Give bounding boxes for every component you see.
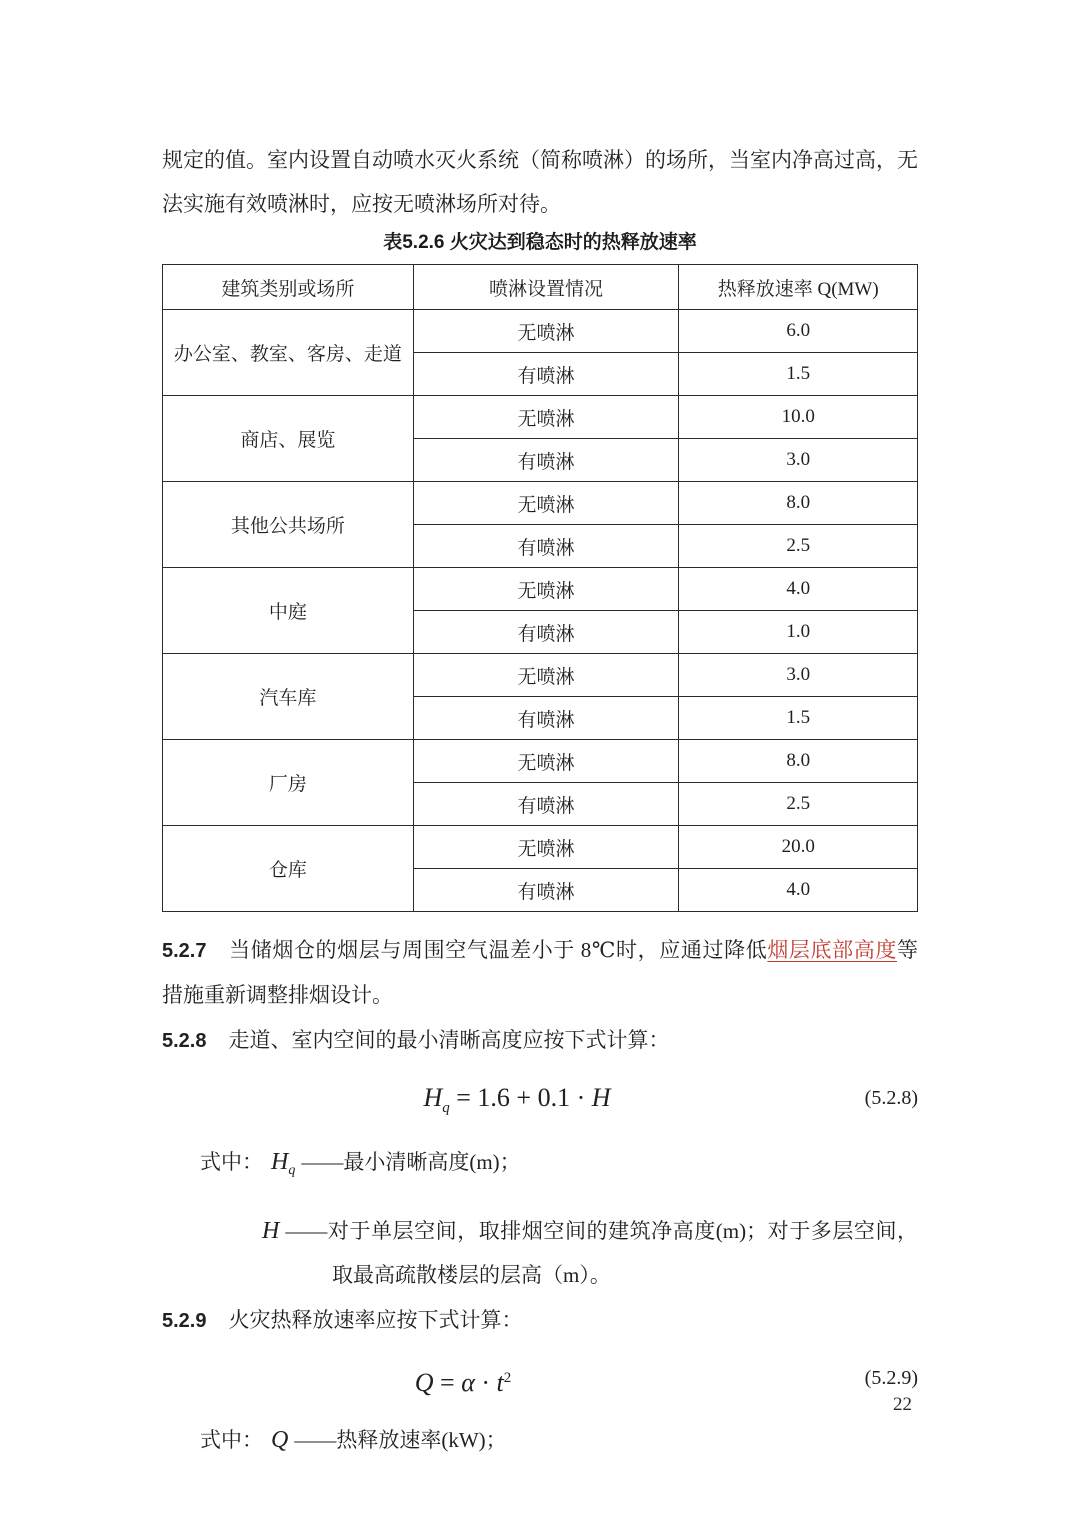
sprinkler-cell: 有喷淋 <box>413 611 679 654</box>
sprinkler-cell: 无喷淋 <box>413 482 679 525</box>
table-row <box>163 826 918 869</box>
value-cell: 3.0 <box>679 439 918 482</box>
formula-variable: α <box>461 1368 475 1397</box>
formula-5-2-8-row <box>162 1076 918 1120</box>
formula-variable: H <box>591 1083 611 1112</box>
category-cell: 汽车库 <box>163 654 414 740</box>
table-row <box>163 654 918 697</box>
sprinkler-cell: 有喷淋 <box>413 783 679 826</box>
definition-text: ——热释放速率(kW)； <box>294 1428 507 1452</box>
table-row <box>163 482 918 525</box>
value-cell: 2.5 <box>679 525 918 568</box>
intro-paragraph: 规定的值。室内设置自动喷水灭火系统（简称喷淋）的场所，当室内净高过高，无法实施有效喷淋时，应按无喷淋场所对待。 <box>162 148 918 216</box>
value-cell: 4.0 <box>679 568 918 611</box>
equation-label: (5.2.9) <box>864 1367 918 1389</box>
sprinkler-cell: 无喷淋 <box>413 310 679 353</box>
definition-hq <box>162 1140 918 1193</box>
table-header-row <box>163 265 918 310</box>
sprinkler-cell: 无喷淋 <box>413 740 679 783</box>
document-content <box>162 138 918 1462</box>
header-sprinkler-setting: 喷淋设置情况 <box>413 265 679 310</box>
table-5-2-6 <box>162 264 918 912</box>
sprinkler-cell: 有喷淋 <box>413 525 679 568</box>
sprinkler-cell: 有喷淋 <box>413 697 679 740</box>
definition-q <box>162 1418 918 1462</box>
formula-exponent: 2 <box>503 1370 512 1386</box>
value-cell: 8.0 <box>679 482 918 525</box>
formula-5-2-8 <box>423 1083 611 1116</box>
formula-body: = 1.6 + 0.1 · <box>449 1083 592 1112</box>
formula-body: = <box>433 1368 462 1397</box>
sprinkler-cell: 无喷淋 <box>413 568 679 611</box>
section-text: 等措施重新调整排烟设计。 <box>162 938 918 1007</box>
equation-label: (5.2.8) <box>864 1087 918 1109</box>
section-text: 当储烟仓的烟层与周围空气温差小于 8℃时，应通过降低 <box>228 938 768 962</box>
table-row <box>163 310 918 353</box>
value-cell: 10.0 <box>679 396 918 439</box>
section-5-2-7 <box>162 928 918 1017</box>
value-cell: 8.0 <box>679 740 918 783</box>
value-cell: 2.5 <box>679 783 918 826</box>
section-number: 5.2.9 <box>162 1310 207 1332</box>
sprinkler-cell: 无喷淋 <box>413 654 679 697</box>
red-underline-term: 烟层底部高度 <box>767 938 897 962</box>
category-cell: 商店、展览 <box>163 396 414 482</box>
page-number: 22 <box>893 1394 912 1415</box>
section-5-2-8-heading <box>162 1019 918 1062</box>
value-cell: 6.0 <box>679 310 918 353</box>
formula-5-2-9 <box>415 1368 512 1397</box>
value-cell: 1.5 <box>679 353 918 396</box>
formula-variable: t <box>496 1368 504 1397</box>
section-text: 火灾热释放速率应按下式计算： <box>228 1308 523 1332</box>
value-cell: 1.0 <box>679 611 918 654</box>
sprinkler-cell: 有喷淋 <box>413 439 679 482</box>
table-row <box>163 568 918 611</box>
section-number: 5.2.8 <box>162 1030 207 1052</box>
category-cell: 厂房 <box>163 740 414 826</box>
formula-variable: Q <box>414 1368 434 1397</box>
symbol-hq: $H_q$ <box>271 1149 296 1178</box>
table-row <box>163 396 918 439</box>
formula-subscript: q <box>442 1100 450 1116</box>
formula-5-2-9-row <box>162 1356 918 1400</box>
category-cell: 办公室、教室、客房、走道 <box>163 310 414 396</box>
value-cell: 20.0 <box>679 826 918 869</box>
category-cell: 其他公共场所 <box>163 482 414 568</box>
section-text: 走道、室内空间的最小清晰高度应按下式计算： <box>228 1028 670 1052</box>
sprinkler-cell: 无喷淋 <box>413 826 679 869</box>
table-row <box>163 740 918 783</box>
section-5-2-9-heading <box>162 1299 918 1342</box>
sprinkler-cell: 有喷淋 <box>413 353 679 396</box>
sprinkler-cell: 无喷淋 <box>413 396 679 439</box>
category-cell: 仓库 <box>163 826 414 912</box>
formula-variable: H <box>423 1083 443 1112</box>
symbol-h: H <box>262 1218 280 1244</box>
symbol-q: Q <box>271 1427 289 1453</box>
definition-text: ——对于单层空间，取排烟空间的建筑净高度(m)；对于多层空间，取最高疏散楼层的层高（m）。 <box>285 1219 918 1287</box>
formula-body: · <box>474 1368 497 1397</box>
header-heat-release-rate: 热释放速率 Q(MW) <box>679 265 918 310</box>
table-5-2-6-title: 表5.2.6 火灾达到稳态时的热释放速率 <box>383 232 697 253</box>
value-cell: 1.5 <box>679 697 918 740</box>
category-cell: 中庭 <box>163 568 414 654</box>
value-cell: 4.0 <box>679 869 918 912</box>
sprinkler-cell: 有喷淋 <box>413 869 679 912</box>
definition-h <box>162 1209 918 1297</box>
where-label: 式中： <box>200 1150 263 1174</box>
section-number: 5.2.7 <box>162 940 207 962</box>
header-building-category: 建筑类别或场所 <box>163 265 414 310</box>
where-label: 式中： <box>200 1428 263 1452</box>
definition-text: ——最小清晰高度(m)； <box>301 1150 521 1174</box>
value-cell: 3.0 <box>679 654 918 697</box>
